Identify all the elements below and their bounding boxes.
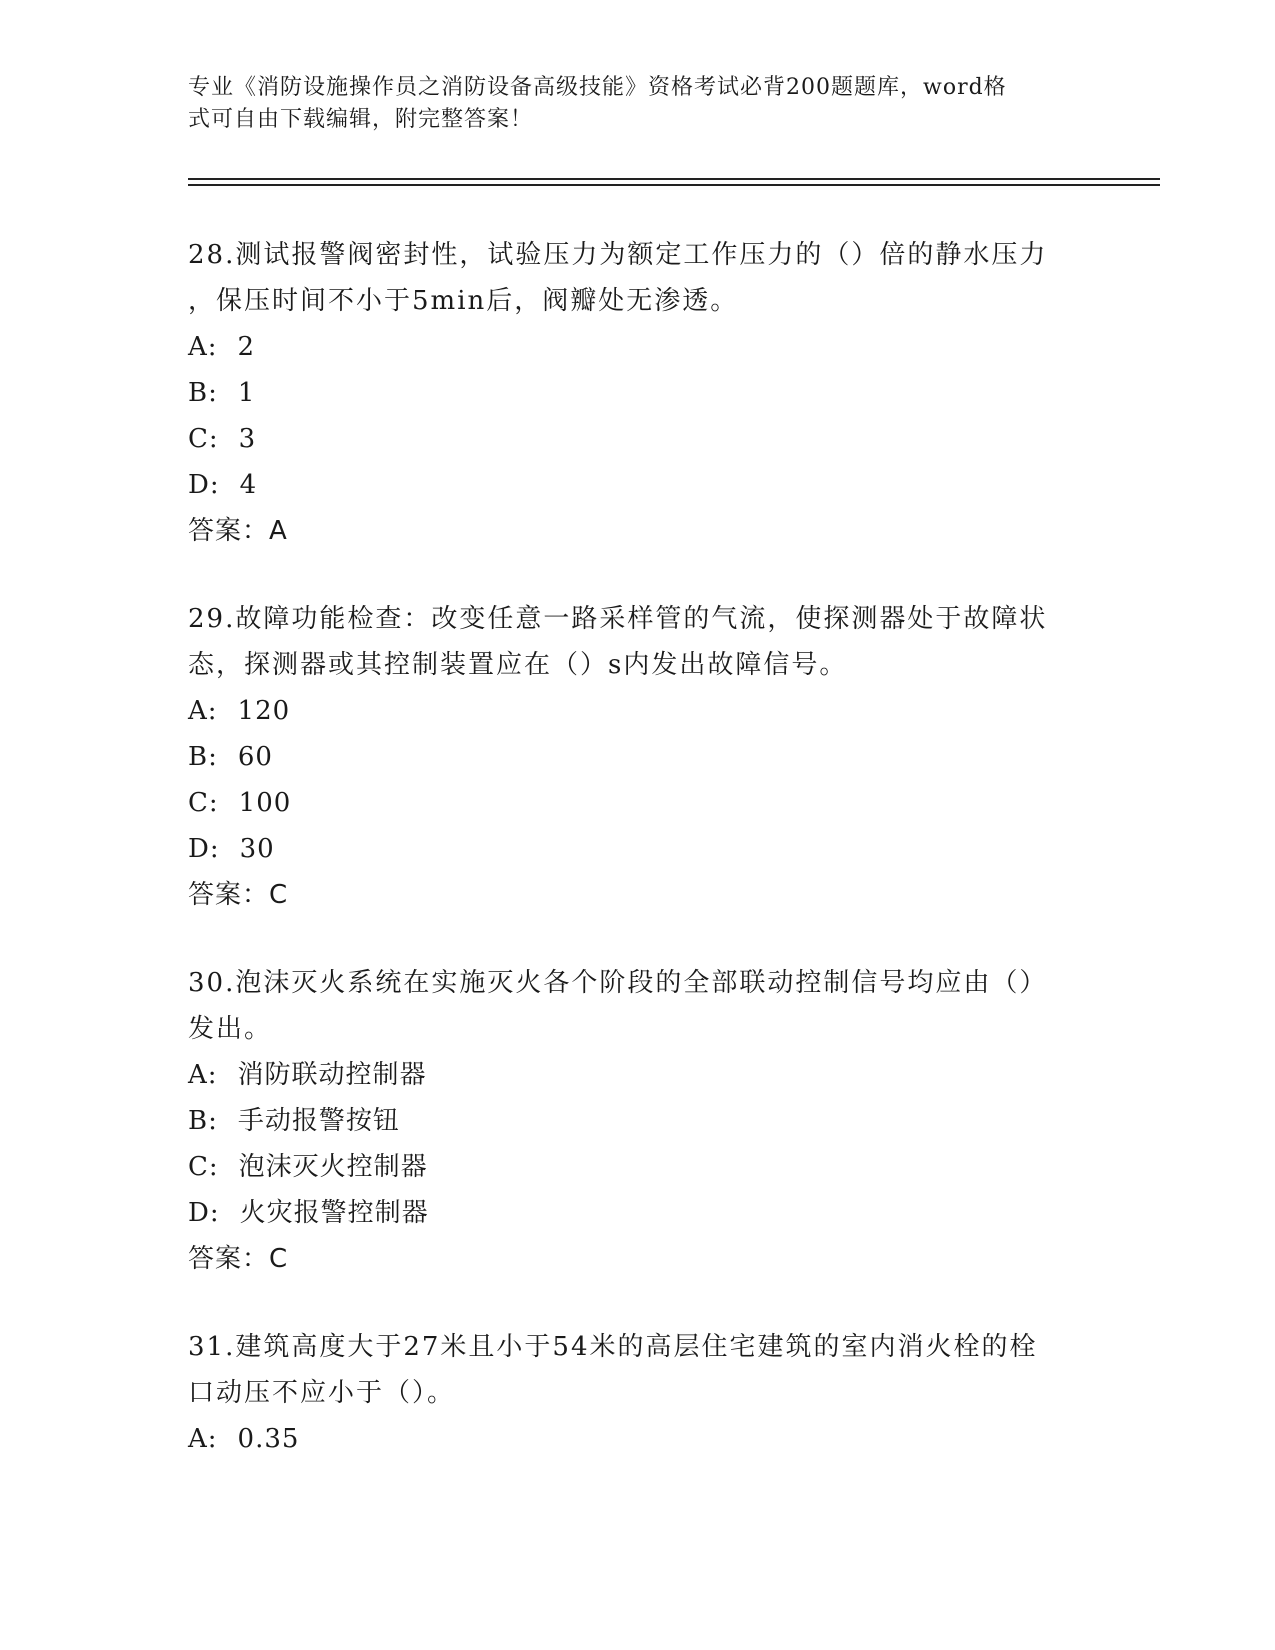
document-header xyxy=(188,72,1088,136)
option-text: 4 xyxy=(239,470,258,500)
stem-line-2: ，保压时间不小于5min后，阀瓣处无渗透。 xyxy=(188,286,739,316)
question-31 xyxy=(188,1324,1088,1462)
option-d xyxy=(188,826,1088,872)
stem-line-1: 28.测试报警阀密封性，试验压力为额定工作压力的（）倍的静水压力 xyxy=(188,240,1048,270)
question-29 xyxy=(188,596,1088,918)
header-line-2: 式可自由下载编辑，附完整答案！ xyxy=(188,107,534,132)
option-text: 手动报警按钮 xyxy=(237,1106,400,1136)
question-stem xyxy=(188,596,1088,688)
option-key: C: xyxy=(188,788,219,818)
option-key: A: xyxy=(188,1060,218,1090)
stem-line-1: 30.泡沫灭火系统在实施灭火各个阶段的全部联动控制信号均应由（） xyxy=(188,968,1048,998)
option-key: A: xyxy=(188,1424,218,1454)
option-text: 60 xyxy=(237,742,273,772)
option-text: 0.35 xyxy=(237,1424,300,1454)
option-key: A: xyxy=(188,696,218,726)
option-text: 1 xyxy=(237,378,256,408)
option-a xyxy=(188,1052,1088,1098)
option-key: D: xyxy=(188,470,220,500)
option-b xyxy=(188,734,1088,780)
option-key: B: xyxy=(188,378,218,408)
option-text: 消防联动控制器 xyxy=(237,1060,427,1090)
answer-line: 答案：A xyxy=(188,516,288,546)
answer-line: 答案：C xyxy=(188,880,289,910)
option-text: 火灾报警控制器 xyxy=(239,1198,429,1228)
option-key: C: xyxy=(188,1152,219,1182)
option-a xyxy=(188,1416,1088,1462)
option-key: C: xyxy=(188,424,219,454)
option-d xyxy=(188,462,1088,508)
option-text: 3 xyxy=(238,424,257,454)
question-stem xyxy=(188,232,1088,324)
header-divider-bottom xyxy=(188,184,1160,186)
option-c xyxy=(188,1144,1088,1190)
answer-line: 答案：C xyxy=(188,1244,289,1274)
option-c xyxy=(188,780,1088,826)
option-text: 30 xyxy=(239,834,275,864)
option-key: A: xyxy=(188,332,218,362)
option-b xyxy=(188,370,1088,416)
question-stem xyxy=(188,1324,1088,1416)
option-key: D: xyxy=(188,834,220,864)
stem-line-2: 发出。 xyxy=(188,1014,273,1044)
option-key: B: xyxy=(188,742,218,772)
header-line-1: 专业《消防设施操作员之消防设备高级技能》资格考试必背200题题库，word格 xyxy=(188,75,1007,100)
option-c xyxy=(188,416,1088,462)
option-key: D: xyxy=(188,1198,220,1228)
stem-line-2: 口动压不应小于（）。 xyxy=(188,1378,456,1408)
option-a xyxy=(188,324,1088,370)
option-b xyxy=(188,1098,1088,1144)
question-30 xyxy=(188,960,1088,1282)
header-divider-top xyxy=(188,178,1160,180)
option-d xyxy=(188,1190,1088,1236)
question-28 xyxy=(188,232,1088,554)
option-a xyxy=(188,688,1088,734)
question-stem xyxy=(188,960,1088,1052)
stem-line-1: 31.建筑高度大于27米且小于54米的高层住宅建筑的室内消火栓的栓 xyxy=(188,1332,1038,1362)
option-text: 2 xyxy=(237,332,256,362)
option-text: 100 xyxy=(238,788,292,818)
option-text: 120 xyxy=(237,696,291,726)
stem-line-2: 态，探测器或其控制装置应在（）s内发出故障信号。 xyxy=(188,650,848,680)
option-key: B: xyxy=(188,1106,218,1136)
option-text: 泡沫灭火控制器 xyxy=(238,1152,428,1182)
stem-line-1: 29.故障功能检查：改变任意一路采样管的气流，使探测器处于故障状 xyxy=(188,604,1048,634)
